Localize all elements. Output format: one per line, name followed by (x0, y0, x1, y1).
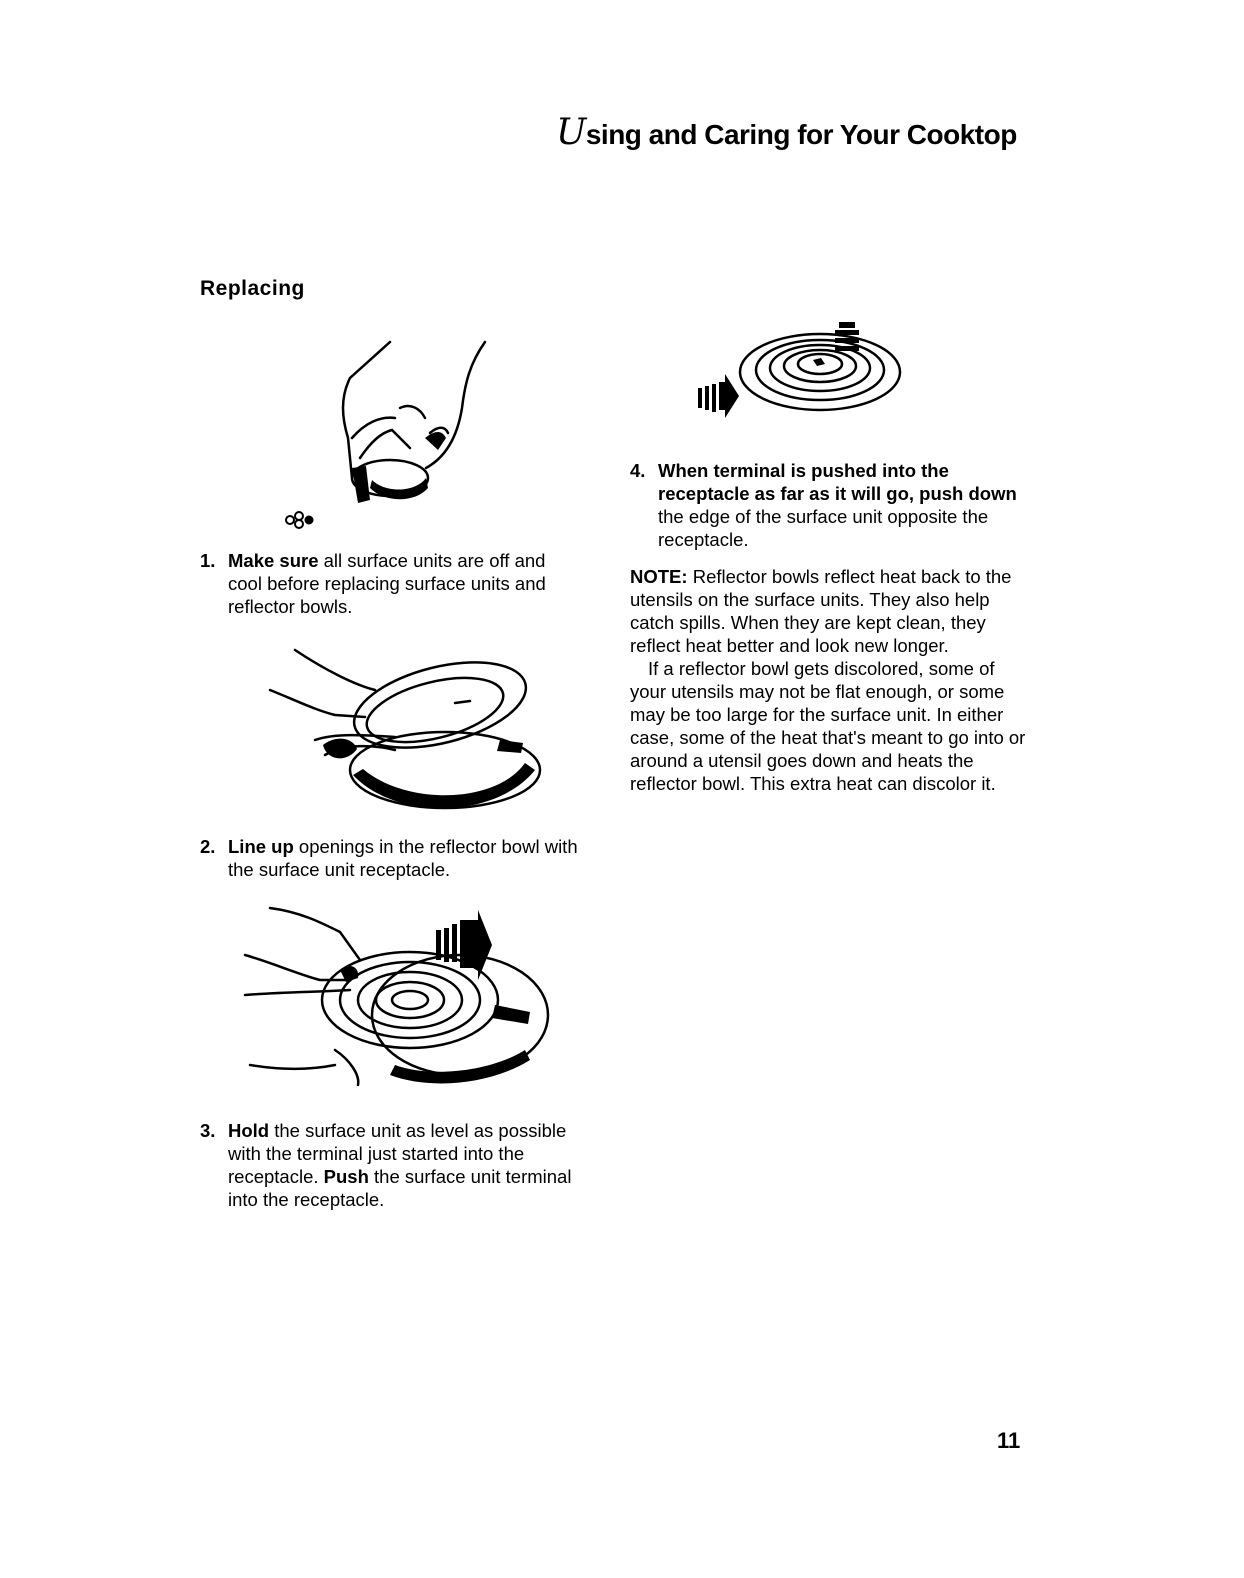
illustration-push-down-unit (695, 322, 910, 417)
step-1 (200, 549, 580, 618)
step-4-number: 4. (630, 460, 646, 481)
note-label: NOTE: (630, 566, 688, 587)
heat-symbol-icon (282, 508, 318, 530)
page-title-initial: U (556, 112, 586, 153)
step-2-text: openings in the reflector bowl with the surface unit receptacle. (228, 836, 578, 880)
note-text: Reflector bowls reflect heat back to the utensils on the surface units. They also help catch spills. When they are kept clean, they reflect heat better and look new longer. (630, 566, 1012, 656)
illustration-reflector-bowl (265, 645, 550, 815)
illustration-push-surface-unit (240, 900, 560, 1100)
step-1-bold: Make sure (228, 550, 319, 571)
note-paragraph-2: If a reflector bowl gets discolored, some of your utensils may not be flat enough, or some may be too large for the surface unit. In either case, some of the heat that's meant to go into or around a utensil goes down and heats the reflector bowl. This extra heat can discolor it. (630, 658, 1026, 794)
step-3-number: 3. (200, 1120, 216, 1141)
step-2-bold: Line up (228, 836, 294, 857)
step-1-number: 1. (200, 550, 216, 571)
note-block (630, 565, 1030, 795)
step-3-text: the surface unit as level as possible with the terminal just started into the receptacle. (228, 1120, 567, 1187)
step-1-text: all surface units are off and cool before replacing surface units and reflector bowls. (228, 550, 546, 617)
page-number: 11 (997, 1428, 1021, 1453)
step-3 (200, 1119, 600, 1211)
push-arrow-small-icon (698, 374, 739, 418)
section-heading: Replacing (200, 277, 305, 300)
illustration-hand-surface-unit (330, 338, 500, 508)
step-2-number: 2. (200, 836, 216, 857)
step-3-bold-push: Push (323, 1166, 369, 1187)
page-title (556, 112, 1017, 153)
push-arrow-icon (436, 910, 492, 980)
step-4-text: the edge of the surface unit opposite the receptacle. (658, 506, 989, 550)
step-4-bold: When terminal is pushed into the receptacle as far as it will go, push down (658, 460, 1017, 504)
step-3-text-2: the surface unit terminal into the receptacle. (228, 1166, 572, 1210)
step-2 (200, 835, 580, 881)
step-4 (630, 459, 1020, 551)
page-title-rest: sing and Caring for Your Cooktop (585, 119, 1017, 150)
step-3-bold: Hold (228, 1120, 270, 1141)
